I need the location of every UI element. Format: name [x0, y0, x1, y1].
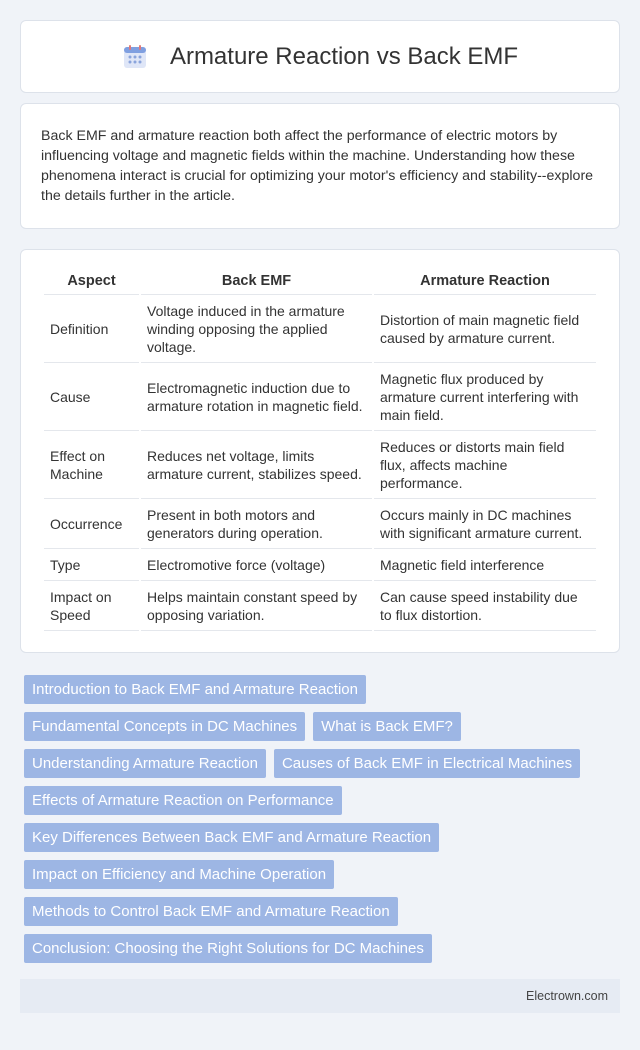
cell-aspect: Impact on Speed [44, 582, 139, 631]
footer-site-name[interactable]: Electrown.com [526, 989, 608, 1003]
cell-aspect: Effect on Machine [44, 432, 139, 499]
table-row [44, 364, 596, 431]
table-row [44, 296, 596, 363]
page-header [20, 20, 620, 93]
intro-text: Back EMF and armature reaction both affect the performance of electric motors by influencing voltage and magnetic fields within the machine. Understanding how these phenomena interact is crucial for optimizing your motor's efficiency and stability--explore the details further in the article. [41, 128, 594, 204]
page-title: Armature Reaction vs Back EMF [169, 42, 519, 70]
table-row [44, 550, 596, 581]
header-aspect: Aspect [44, 267, 139, 295]
topic-tags [20, 675, 620, 963]
tag-effects-of-armature-reaction[interactable]: Effects of Armature Reaction on Performance [24, 786, 342, 815]
cell-back-emf: Electromagnetic induction due to armature rotation in magnetic field. [141, 364, 372, 431]
table-row [44, 432, 596, 499]
cell-back-emf: Present in both motors and generators during operation. [141, 500, 372, 549]
cell-back-emf: Helps maintain constant speed by opposing variation. [141, 582, 372, 631]
table-header-row [44, 267, 596, 295]
cell-armature-reaction: Distortion of main magnetic field caused by armature current. [374, 296, 596, 363]
tag-conclusion[interactable]: Conclusion: Choosing the Right Solutions for DC Machines [24, 934, 432, 963]
tag-methods-to-control[interactable]: Methods to Control Back EMF and Armature Reaction [24, 897, 398, 926]
cell-armature-reaction: Magnetic field interference [374, 550, 596, 581]
comparison-table-card [20, 249, 620, 653]
tag-key-differences[interactable]: Key Differences Between Back EMF and Armature Reaction [24, 823, 439, 852]
calendar-grid-icon [122, 44, 148, 70]
cell-aspect: Definition [44, 296, 139, 363]
tag-understanding-armature-reaction[interactable]: Understanding Armature Reaction [24, 749, 266, 778]
cell-aspect: Type [44, 550, 139, 581]
cell-armature-reaction: Reduces or distorts main field flux, affects machine performance. [374, 432, 596, 499]
cell-armature-reaction: Occurs mainly in DC machines with significant armature current. [374, 500, 596, 549]
cell-back-emf: Reduces net voltage, limits armature current, stabilizes speed. [141, 432, 372, 499]
tag-fundamental-concepts[interactable]: Fundamental Concepts in DC Machines [24, 712, 305, 741]
cell-armature-reaction: Magnetic flux produced by armature current interfering with main field. [374, 364, 596, 431]
tag-introduction[interactable]: Introduction to Back EMF and Armature Reaction [24, 675, 366, 704]
cell-aspect: Occurrence [44, 500, 139, 549]
comparison-table [42, 266, 598, 632]
tag-what-is-back-emf[interactable]: What is Back EMF? [313, 712, 461, 741]
cell-back-emf: Electromotive force (voltage) [141, 550, 372, 581]
table-row [44, 582, 596, 631]
header-back-emf: Back EMF [141, 267, 372, 295]
cell-armature-reaction: Can cause speed instability due to flux distortion. [374, 582, 596, 631]
header-armature-reaction: Armature Reaction [374, 267, 596, 295]
cell-aspect: Cause [44, 364, 139, 431]
cell-back-emf: Voltage induced in the armature winding opposing the applied voltage. [141, 296, 372, 363]
tag-causes-of-back-emf[interactable]: Causes of Back EMF in Electrical Machines [274, 749, 580, 778]
intro-card [20, 103, 620, 229]
table-row [44, 500, 596, 549]
page-footer [20, 979, 620, 1013]
tag-impact-on-efficiency[interactable]: Impact on Efficiency and Machine Operation [24, 860, 334, 889]
